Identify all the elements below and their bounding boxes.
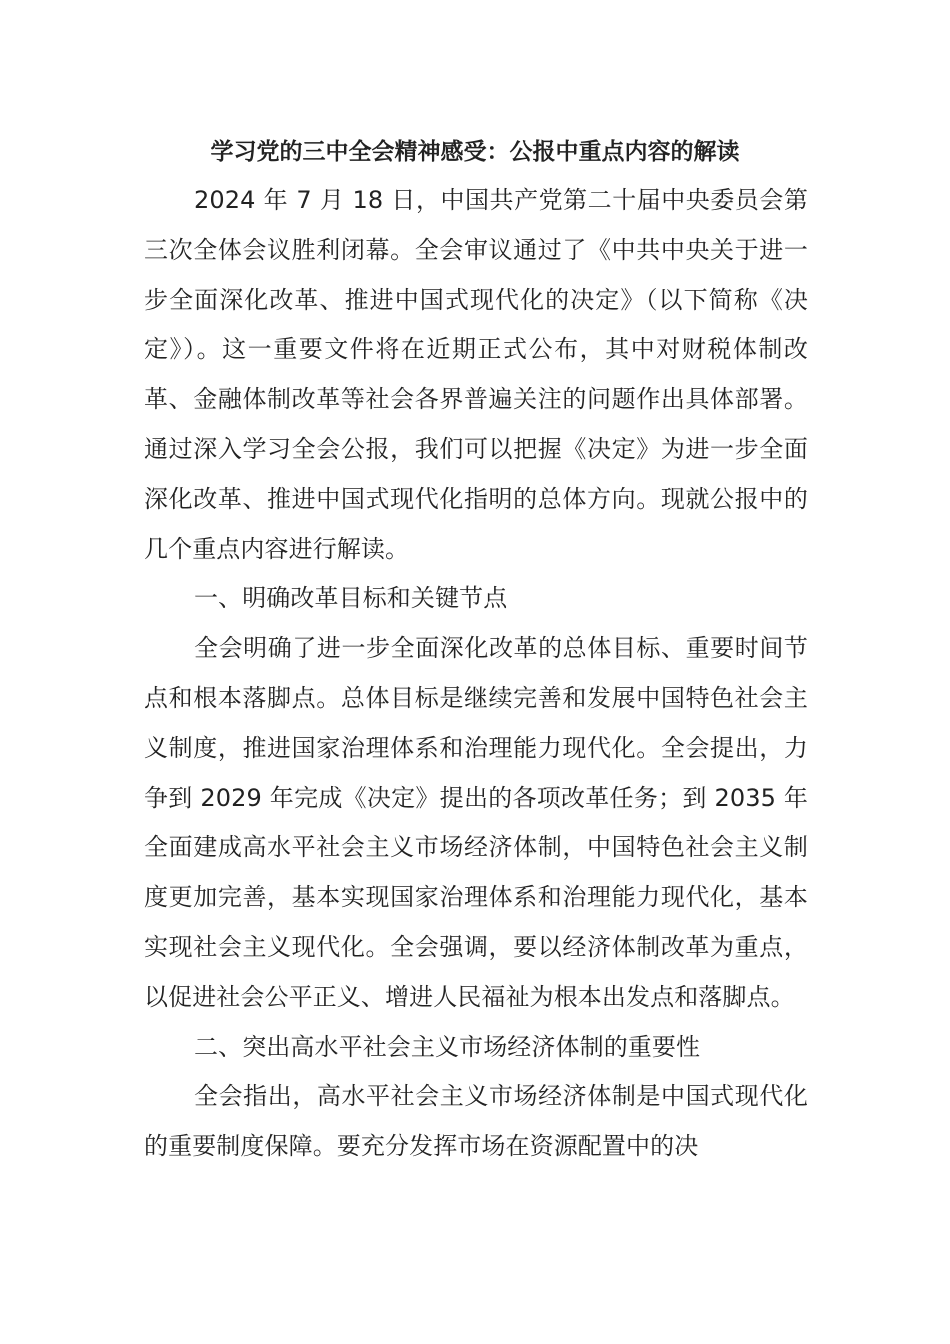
paragraph-section-1: 全会明确了进一步全面深化改革的总体目标、重要时间节点和根本落脚点。总体目标是继续完善和发展中国特色社会主义制度，推进国家治理体系和治理能力现代化。全会提出，力争到 2029 年完成《决定》提出的各项改革任务；到 2035 年全面建成高水平社会主义市场经济体制，中国特色社会主义制度更加完善，基本实现国家治理体系和治理能力现代化，基本实现社会主义现代化。全会强调，要以经济体制改革为重点，以促进社会公平正义、增进人民福祉为根本出发点和落脚点。 — [144, 634, 808, 1011]
section-heading-1: 一、明确改革目标和关键节点 — [194, 584, 508, 613]
paragraph-intro: 2024 年 7 月 18 日，中国共产党第二十届中央委员会第三次全体会议胜利闭幕。全会审议通过了《中共中央关于进一步全面深化改革、推进中国式现代化的决定》（以下简称《决定》）。这一重要文件将在近期正式公布，其中对财税体制改革、金融体制改革等社会各界普遍关注的问题作出具体部署。通过深入学习全会公报，我们可以把握《决定》为进一步全面深化改革、推进中国式现代化指明的总体方向。现就公报中的几个重点内容进行解读。 — [144, 186, 808, 563]
paragraph-section-2: 全会指出，高水平社会主义市场经济体制是中国式现代化的重要制度保障。要充分发挥市场在资源配置中的决 — [144, 1082, 808, 1161]
document-body — [144, 176, 808, 1172]
section-heading-2: 二、突出高水平社会主义市场经济体制的重要性 — [194, 1032, 701, 1061]
document-title: 学习党的三中全会精神感受：公报中重点内容的解读 — [210, 139, 740, 165]
